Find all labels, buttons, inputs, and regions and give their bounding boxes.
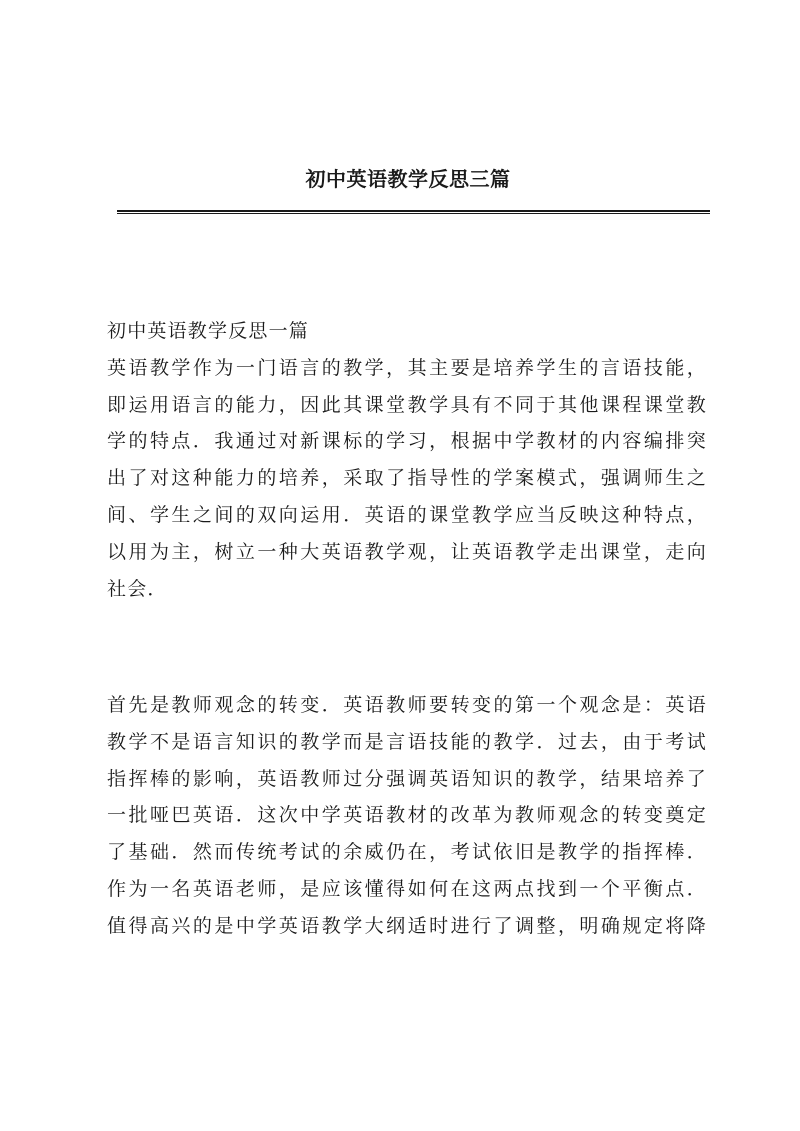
paragraph-line: 指挥棒的影响，英语教师过分强调英语知识的教学，结果培养了 [107,767,707,790]
paragraph-line: 间、学生之间的双向运用．英语的课堂教学应当反映这种特点， [107,503,707,526]
paragraph-line: 值得高兴的是中学英语教学大纲适时进行了调整，明确规定将降 [107,914,707,937]
paragraph-line: 社会． [107,577,168,600]
paragraph-line: 作为一名英语老师，是应该懂得如何在这两点找到一个平衡点． [107,877,707,900]
paragraph-line: 一批哑巴英语．这次中学英语教材的改革为教师观念的转变奠定 [107,804,707,827]
paragraph-line: 即运用语言的能力，因此其课堂教学具有不同于其他课程课堂教 [107,393,707,416]
paragraph-line: 出了对这种能力的培养，采取了指导性的学案模式，强调师生之 [107,467,707,490]
paragraph-line: 以用为主，树立一种大英语教学观，让英语教学走出课堂，走向 [107,540,707,563]
paragraph-line: 教学不是语言知识的教学而是言语技能的教学．过去，由于考试 [107,730,707,753]
paragraph-line: 了基础．然而传统考试的余威仍在，考试依旧是教学的指挥棒． [107,841,707,864]
paragraph-line: 学的特点．我通过对新课标的学习，根据中学教材的内容编排突 [107,430,707,453]
section-one [107,313,707,607]
section-two [107,687,707,945]
paragraph-line: 首先是教师观念的转变．英语教师要转变的第一个观念是：英语 [107,694,707,716]
section-heading: 初中英语教学反思一篇 [107,320,310,342]
paragraph-line: 英语教学作为一门语言的教学，其主要是培养学生的言语技能， [107,356,707,379]
document-title: 初中英语教学反思三篇 [305,167,511,191]
title-underline [117,210,710,214]
